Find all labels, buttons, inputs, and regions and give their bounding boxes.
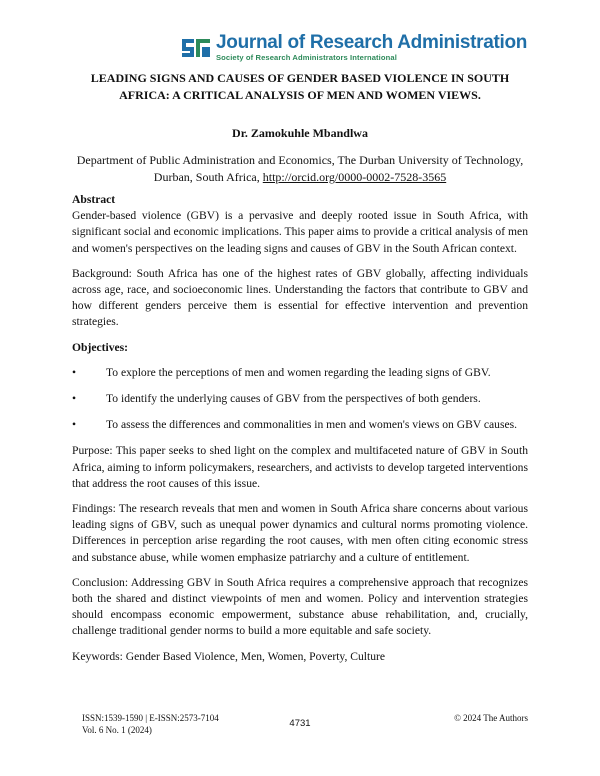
- bullet-icon: •: [72, 418, 77, 432]
- list-item: • To identify the underlying causes of GBV from the perspectives of both genders.: [72, 391, 528, 407]
- copyright: © 2024 The Authors: [454, 713, 528, 723]
- abstract-background: Background: South Africa has one of the highest rates of GBV globally, affecting individuals across age, race, and socioeconomic lines. Understanding the factors that contribute to GBV and how different genders perceive them is essential for effective intervention and prevention strategies.: [72, 266, 528, 329]
- affiliation: [72, 152, 528, 186]
- list-item: • To explore the perceptions of men and women regarding the leading signs of GBV.: [72, 365, 528, 381]
- journal-logo: [180, 33, 527, 62]
- bullet-icon: •: [72, 392, 77, 406]
- paper-title-line-2: AFRICA: A CRITICAL ANALYSIS OF MEN AND WOMEN VIEWS.: [119, 88, 481, 102]
- sra-logo-icon: [180, 33, 212, 61]
- abstract-heading: Abstract: [72, 193, 116, 206]
- abstract-purpose: Purpose: This paper seeks to shed light on the complex and multifaceted nature of GBV in South Africa, aiming to inform policymakers, researchers, and activists to develop targeted interventions that address the root causes of this issue.: [72, 444, 528, 490]
- affiliation-line-2: Durban, South Africa,: [153, 170, 263, 184]
- keywords: Keywords: Gender Based Violence, Men, Women, Poverty, Culture: [72, 649, 386, 663]
- journal-title: Journal of Research Administration: [216, 32, 528, 53]
- journal-subtitle: Society of Research Administrators International: [216, 53, 397, 62]
- abstract-conclusion: Conclusion: Addressing GBV in South Africa requires a comprehensive approach that recognizes both the shared and distinct viewpoints of men and women. Policy and intervention strategies should encompass economic empowerment, substance abuse rehabilitation, and, crucially, challenge traditional gender norms to build a more equitable and safe society.: [72, 575, 528, 638]
- orcid-link[interactable]: http://orcid.org/0000-0002-7528-3565: [262, 170, 447, 184]
- author-name: Dr. Zamokuhle Mbandlwa: [232, 126, 368, 140]
- issn: ISSN:1539-1590 | E-ISSN:2573-7104: [82, 713, 219, 723]
- volume-info: Vol. 6 No. 1 (2024): [82, 725, 152, 735]
- abstract-section: [72, 192, 528, 665]
- paper-title-line-1: LEADING SIGNS AND CAUSES OF GENDER BASED VIOLENCE IN SOUTH: [90, 71, 510, 85]
- objectives-heading: Objectives:: [72, 340, 129, 354]
- abstract-intro: Gender-based violence (GBV) is a pervasive and deeply rooted issue in South Africa, with significant social and economic implications. This paper aims to provide a critical analysis of men and women's perspectives on the leading signs and causes of GBV in the South African context.: [72, 209, 528, 255]
- abstract-findings: Findings: The research reveals that men and women in South Africa share concerns about various leading signs of GBV, such as unequal power dynamics and cultural norms promoting violence. Differences in perception arise regarding the root causes, with men often citing economic stress and substance abuse, while women emphasize patriarchy and a culture of entitlement.: [72, 502, 528, 564]
- paper-title: [72, 70, 528, 104]
- page-number: 4731: [289, 718, 311, 729]
- affiliation-line-1: Department of Public Administration and Economics, The Durban University of Technology,: [76, 153, 524, 167]
- bullet-icon: •: [72, 365, 77, 379]
- objectives-list: [72, 365, 528, 434]
- list-item: • To assess the differences and commonalities in men and women's views on GBV causes.: [72, 417, 528, 433]
